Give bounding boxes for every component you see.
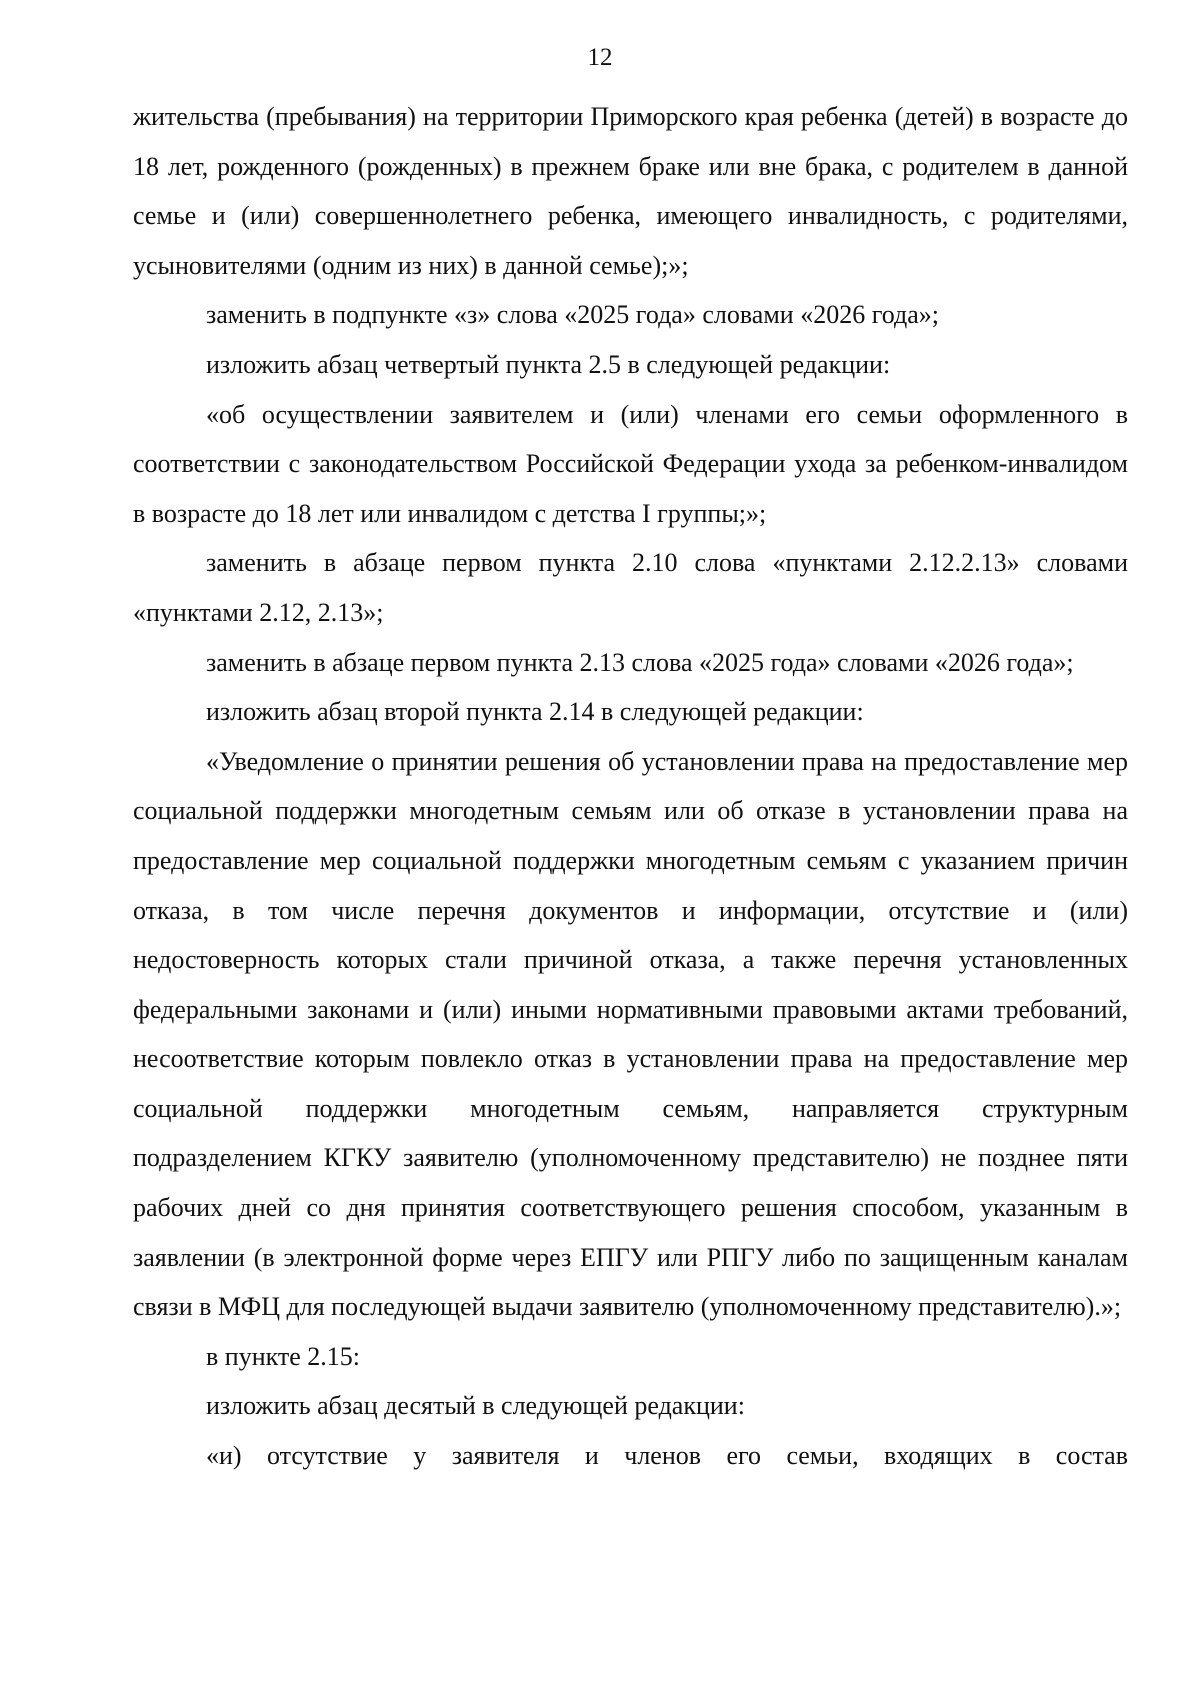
paragraph-replace-item-2-10: заменить в абзаце первом пункта 2.10 слова «пунктами 2.12.2.13» словами «пунктами 2.12, 2.13»; bbox=[133, 548, 1128, 627]
paragraph-quote-notification: «Уведомление о принятии решения об установлении права на предоставление мер социальной поддержки многодетным семьям или об отказе в установлении права на предоставление мер социальной поддержки многодетным семьям с указанием причин отказа, в том числе перечня документов и информации, отсутствие и (или) недостоверность которых стали причиной отказа, а также перечня установленных федеральными законами и (или) иными нормативными правовыми актами требований, несоответствие которым повлекло отказ в установлении права на предоставление мер социальной поддержки многодетным семьям, направляется структурным подразделением КГКУ заявителю (уполномоченному представителю) не позднее пяти рабочих дней со дня принятия соответствующего решения способом, указанным в заявлении (в электронной форме через ЕПГУ или РПГУ либо по защищенным каналам связи в МФЦ для последующей выдачи заявителю (уполномоченному представителю).»; bbox=[133, 746, 1128, 1322]
page-number: 12 bbox=[587, 44, 613, 71]
paragraph-quote-absence: «и) отсутствие у заявителя и членов его семьи, входящих в состав bbox=[206, 1441, 1128, 1471]
paragraph-replace-item-2-13: заменить в абзаце первом пункта 2.13 слова «2025 года» словами «2026 года»; bbox=[206, 647, 1074, 677]
paragraph-item-2-15: в пункте 2.15: bbox=[206, 1341, 361, 1371]
paragraph-edit-item-2-14: изложить абзац второй пункта 2.14 в следующей редакции: bbox=[206, 697, 864, 727]
paragraph-edit-item-2-5: изложить абзац четвертый пункта 2.5 в следующей редакции: bbox=[206, 349, 891, 379]
paragraph-replace-subitem-z: заменить в подпункте «з» слова «2025 года» словами «2026 года»; bbox=[206, 300, 939, 330]
paragraph-edit-tenth: изложить абзац десятый в следующей редакции: bbox=[206, 1391, 745, 1421]
paragraph-continuation: жительства (пребывания) на территории Приморского края ребенка (детей) в возрасте до 18 лет, рожденного (рожденных) в прежнем браке или вне брака, с родителем в данной семье и (или) совершеннолетнего ребенка, имеющего инвалидность, с родителями, усыновителями (одним из них) в данной семье);»; bbox=[133, 102, 1128, 280]
paragraph-quote-care: «об осуществлении заявителем и (или) членами его семьи оформленного в соответствии с законодательством Российской Федерации ухода за ребенком-инвалидом в возрасте до 18 лет или инвалидом с детства I группы;»; bbox=[133, 399, 1128, 528]
document-body bbox=[133, 92, 1128, 1481]
